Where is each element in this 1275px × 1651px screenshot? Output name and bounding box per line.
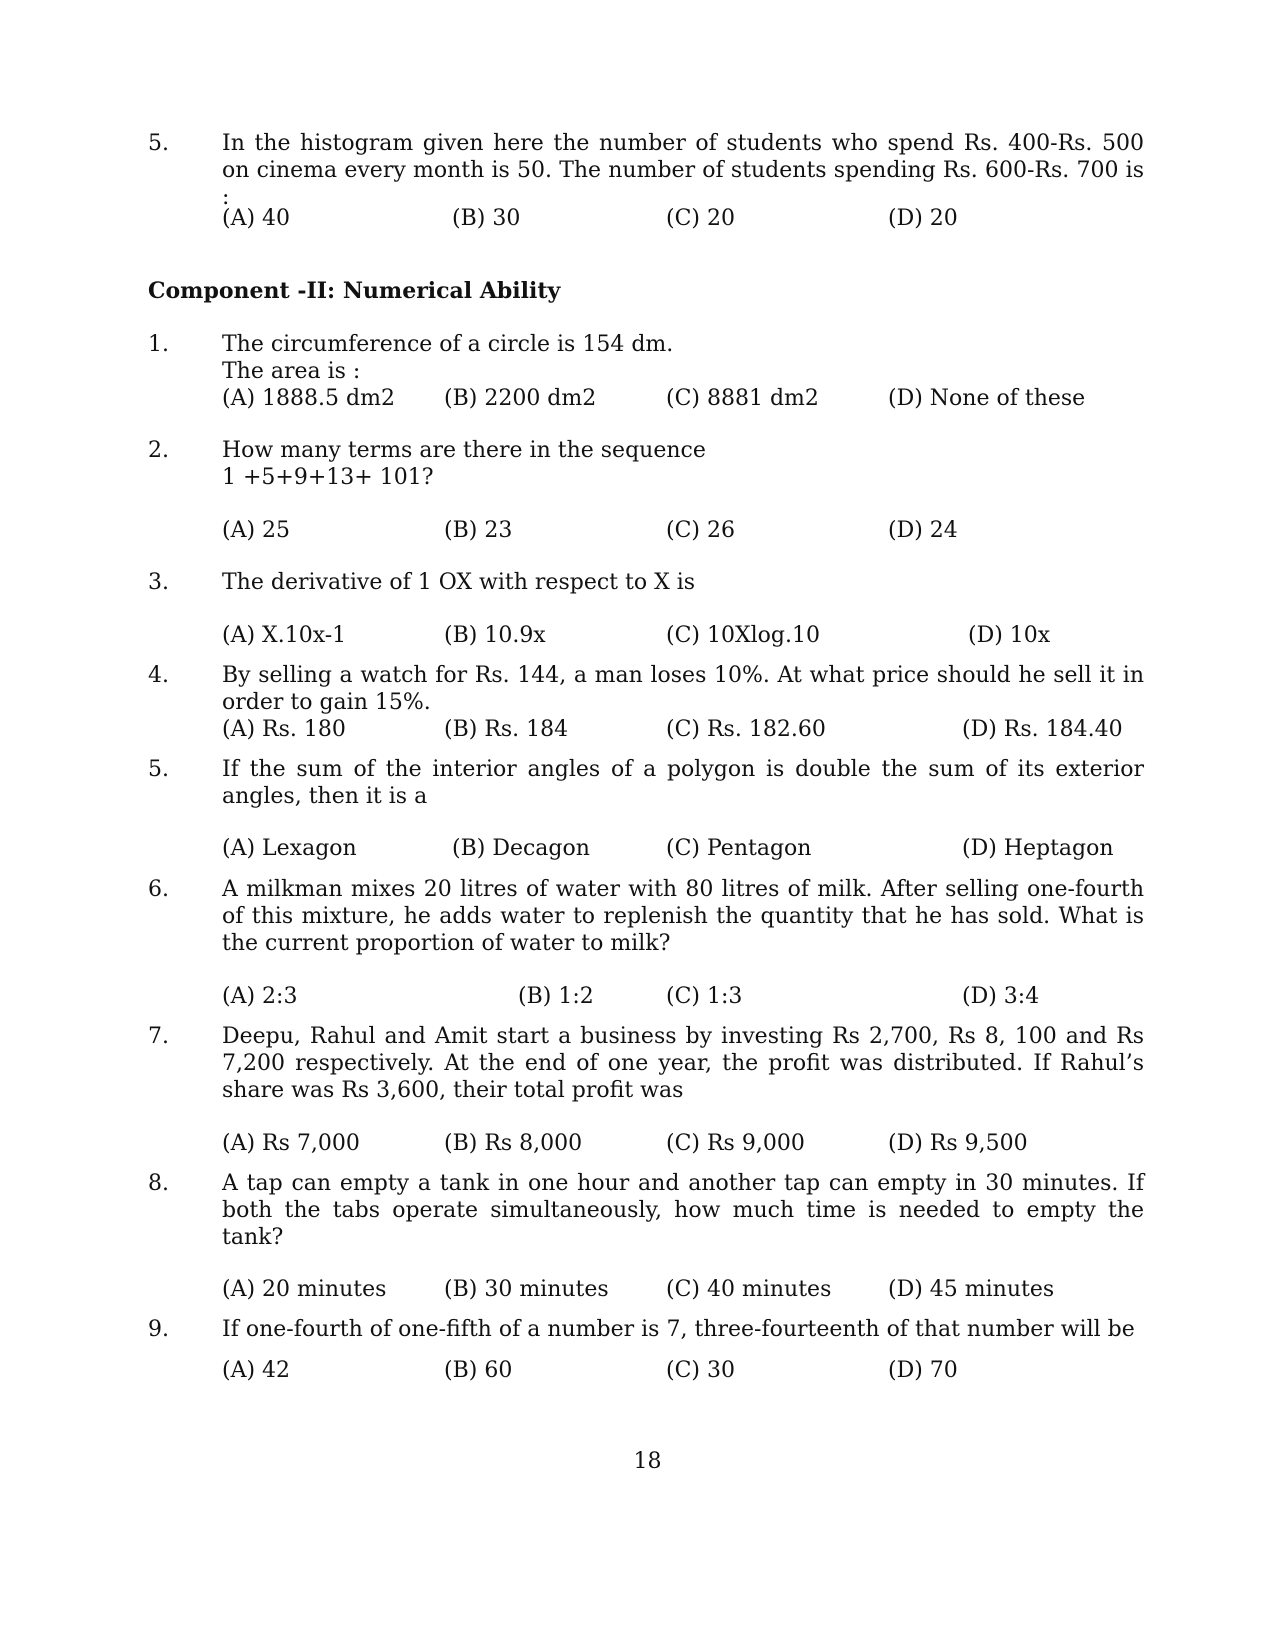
option-b: (B) Rs 8,000	[444, 1131, 583, 1156]
options-row	[0, 622, 1275, 649]
option-b: (B) Decagon	[452, 836, 590, 861]
options-row	[0, 1130, 1275, 1157]
question-line: The derivative of 1 OX with respect to X is	[222, 570, 696, 595]
option-c: (C) 40 minutes	[666, 1277, 832, 1302]
question-number: 8.	[148, 1171, 169, 1196]
option-c: (C) 26	[666, 518, 735, 543]
option-d: (D) 10x	[968, 623, 1051, 648]
option-d: (D) 24	[888, 518, 958, 543]
options-row	[0, 385, 1275, 412]
options-row	[0, 205, 1275, 232]
option-c: (C) Rs. 182.60	[666, 717, 826, 742]
option-a: (A) Rs 7,000	[222, 1131, 360, 1156]
option-a: (A) 2:3	[222, 984, 298, 1009]
options-row	[0, 716, 1275, 743]
option-b: (B) Rs. 184	[444, 717, 569, 742]
options-row	[0, 1357, 1275, 1384]
option-c: (C) 8881 dm2	[666, 386, 819, 411]
option-c: (C) Pentagon	[666, 836, 812, 861]
question-number: 9.	[148, 1317, 169, 1342]
question-text	[222, 331, 1144, 385]
question-line: The circumference of a circle is 154 dm.	[222, 332, 674, 357]
option-a: (A) 40	[222, 206, 291, 231]
question-text: A tap can empty a tank in one hour and another tap can empty in 30 minutes. If both the tabs operate simultaneously, how much time is needed to empty the tank?	[222, 1171, 1144, 1250]
question-text: In the histogram given here the number of students who spend Rs. 400-Rs. 500 on cinema every month is 50. The number of students spending Rs. 600-Rs. 700 is :	[222, 131, 1144, 210]
question-text: Deepu, Rahul and Amit start a business by investing Rs 2,700, Rs 8, 100 and Rs 7,200 respectively. At the end of one year, the profit was distributed. If Rahul’s share was Rs 3,600, their total profit was	[222, 1024, 1144, 1103]
option-c: (C) 1:3	[666, 984, 743, 1009]
option-b: (B) 10.9x	[444, 623, 546, 648]
question-number: 3.	[148, 570, 169, 595]
question-number: 4.	[148, 663, 169, 688]
question-number: 1.	[148, 332, 169, 357]
section-heading: Component -II: Numerical Ability	[148, 278, 561, 304]
question-text: By selling a watch for Rs. 144, a man loses 10%. At what price should he sell it in order to gain 15%.	[222, 663, 1144, 715]
question-number: 7.	[148, 1024, 169, 1049]
option-a: (A) Lexagon	[222, 836, 357, 861]
option-a: (A) 1888.5 dm2	[222, 386, 395, 411]
question-text: If the sum of the interior angles of a polygon is double the sum of its exterior angles, then it is a	[222, 757, 1144, 809]
option-a: (A) 42	[222, 1358, 291, 1383]
option-b: (B) 30	[452, 206, 521, 231]
options-row	[0, 517, 1275, 544]
option-d: (D) 3:4	[962, 984, 1040, 1009]
option-b: (B) 1:2	[518, 984, 594, 1009]
option-a: (A) X.10x-1	[222, 623, 347, 648]
option-d: (D) 70	[888, 1358, 958, 1383]
question-number: 2.	[148, 438, 169, 463]
question-text	[222, 569, 1144, 596]
option-b: (B) 60	[444, 1358, 513, 1383]
option-c: (C) 10Xlog.10	[666, 623, 820, 648]
option-d: (D) None of these	[888, 386, 1086, 411]
question-number: 6.	[148, 877, 169, 902]
question-number: 5.	[148, 131, 169, 156]
question-line: How many terms are there in the sequence	[222, 438, 706, 463]
option-d: (D) Rs. 184.40	[962, 717, 1123, 742]
question-text: If one-fourth of one-fifth of a number is 7, three-fourteenth of that number will be	[222, 1317, 1135, 1342]
page-number: 18	[633, 1449, 662, 1474]
question-line: 1 +5+9+13+ 101?	[222, 465, 434, 490]
option-b: (B) 2200 dm2	[444, 386, 597, 411]
question-line: The area is :	[222, 359, 361, 384]
option-d: (D) Heptagon	[962, 836, 1114, 861]
question-text: A milkman mixes 20 litres of water with 80 litres of milk. After selling one-fourth of this mixture, he adds water to replenish the quantity that he has sold. What is the current proportion of water to milk?	[222, 877, 1144, 956]
option-c: (C) 30	[666, 1358, 735, 1383]
option-a: (A) 25	[222, 518, 291, 543]
question-text	[222, 437, 1144, 491]
option-d: (D) 45 minutes	[888, 1277, 1055, 1302]
options-row	[0, 1276, 1275, 1303]
option-d: (D) Rs 9,500	[888, 1131, 1028, 1156]
option-b: (B) 23	[444, 518, 513, 543]
option-b: (B) 30 minutes	[444, 1277, 609, 1302]
option-d: (D) 20	[888, 206, 958, 231]
option-c: (C) 20	[666, 206, 735, 231]
options-row	[0, 835, 1275, 862]
question-number: 5.	[148, 757, 169, 782]
option-c: (C) Rs 9,000	[666, 1131, 805, 1156]
option-a: (A) 20 minutes	[222, 1277, 387, 1302]
options-row	[0, 983, 1275, 1010]
option-a: (A) Rs. 180	[222, 717, 346, 742]
